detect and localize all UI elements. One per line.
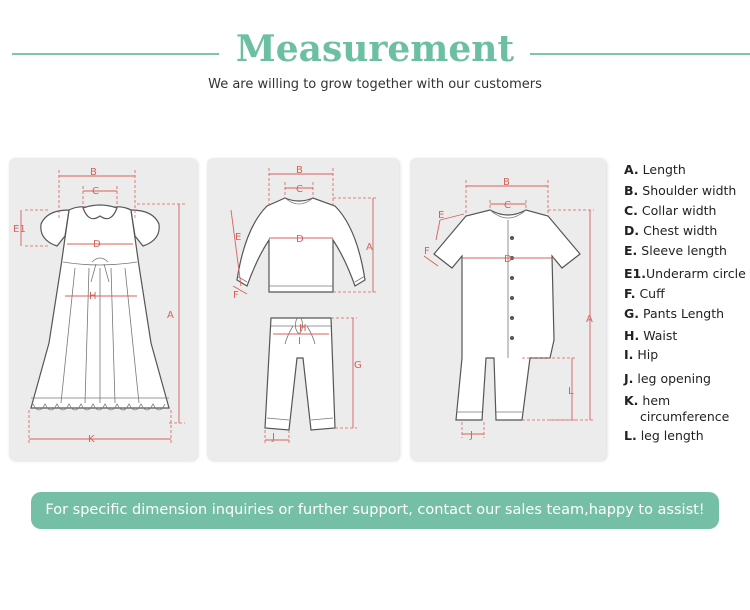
page-subtitle: We are willing to grow together with our customers [208,77,542,92]
label-c-dress: C [92,186,99,197]
label-a-romper: A [586,314,593,325]
legend-item-chest-width: D. Chest width [624,223,718,238]
romper-illustration [410,158,606,460]
label-d-set: D [296,234,304,245]
legend-item-waist: H. Waist [624,328,678,343]
label-j-romper: J [470,430,473,441]
label-f-romper: F [424,246,430,257]
label-d-dress: D [93,239,101,250]
label-k-dress: K [88,434,95,445]
legend-item-cuff: F. Cuff [624,286,665,301]
label-b-romper: B [503,177,510,188]
page-title: Measurement [235,28,515,70]
label-b-set: B [296,165,303,176]
dress-illustration [9,158,197,460]
label-b-dress: B [90,167,97,178]
legend-item-hip: I. Hip [624,347,659,362]
label-h-set: H [299,323,307,334]
legend-item-leg-opening: J. leg opening [624,371,711,386]
label-l-romper: L [568,386,574,397]
label-f-set: F [233,290,239,301]
legend-item-length: A. Length [624,162,686,177]
legend-item-shoulder-width: B. Shoulder width [624,183,737,198]
legend-item-collar-width: C. Collar width [624,203,717,218]
legend-item-pants-length: G. Pants Length [624,306,725,321]
label-j-set: J [272,432,275,443]
label-a-dress: A [167,310,174,321]
legend-item-hem-circumference-cont: circumference [640,409,730,424]
label-g-set: G [354,360,362,371]
legend-item-leg-length: L. leg length [624,428,704,443]
label-a-set: A [366,242,373,253]
contact-banner: For specific dimension inquiries or further support, contact our sales team,happy to assist! [31,492,719,529]
label-h-dress: H [89,291,97,302]
label-e1-dress: E1 [13,224,26,235]
label-c-romper: C [504,200,511,211]
legend-item-underarm-circle: E1.Underarm circle [624,266,746,281]
label-e-romper: E [438,210,445,221]
label-e-set: E [235,232,242,243]
label-d-romper: D [504,254,512,265]
label-c-set: C [296,184,303,195]
dress-panel [9,158,197,460]
legend-item-sleeve-length: E. Sleeve length [624,243,727,258]
romper-panel [410,158,606,460]
label-i-set: I [298,336,301,347]
legend-item-hem-circumference: K. hem [624,393,671,408]
set-illustration [207,158,399,460]
set-panel [207,158,399,460]
